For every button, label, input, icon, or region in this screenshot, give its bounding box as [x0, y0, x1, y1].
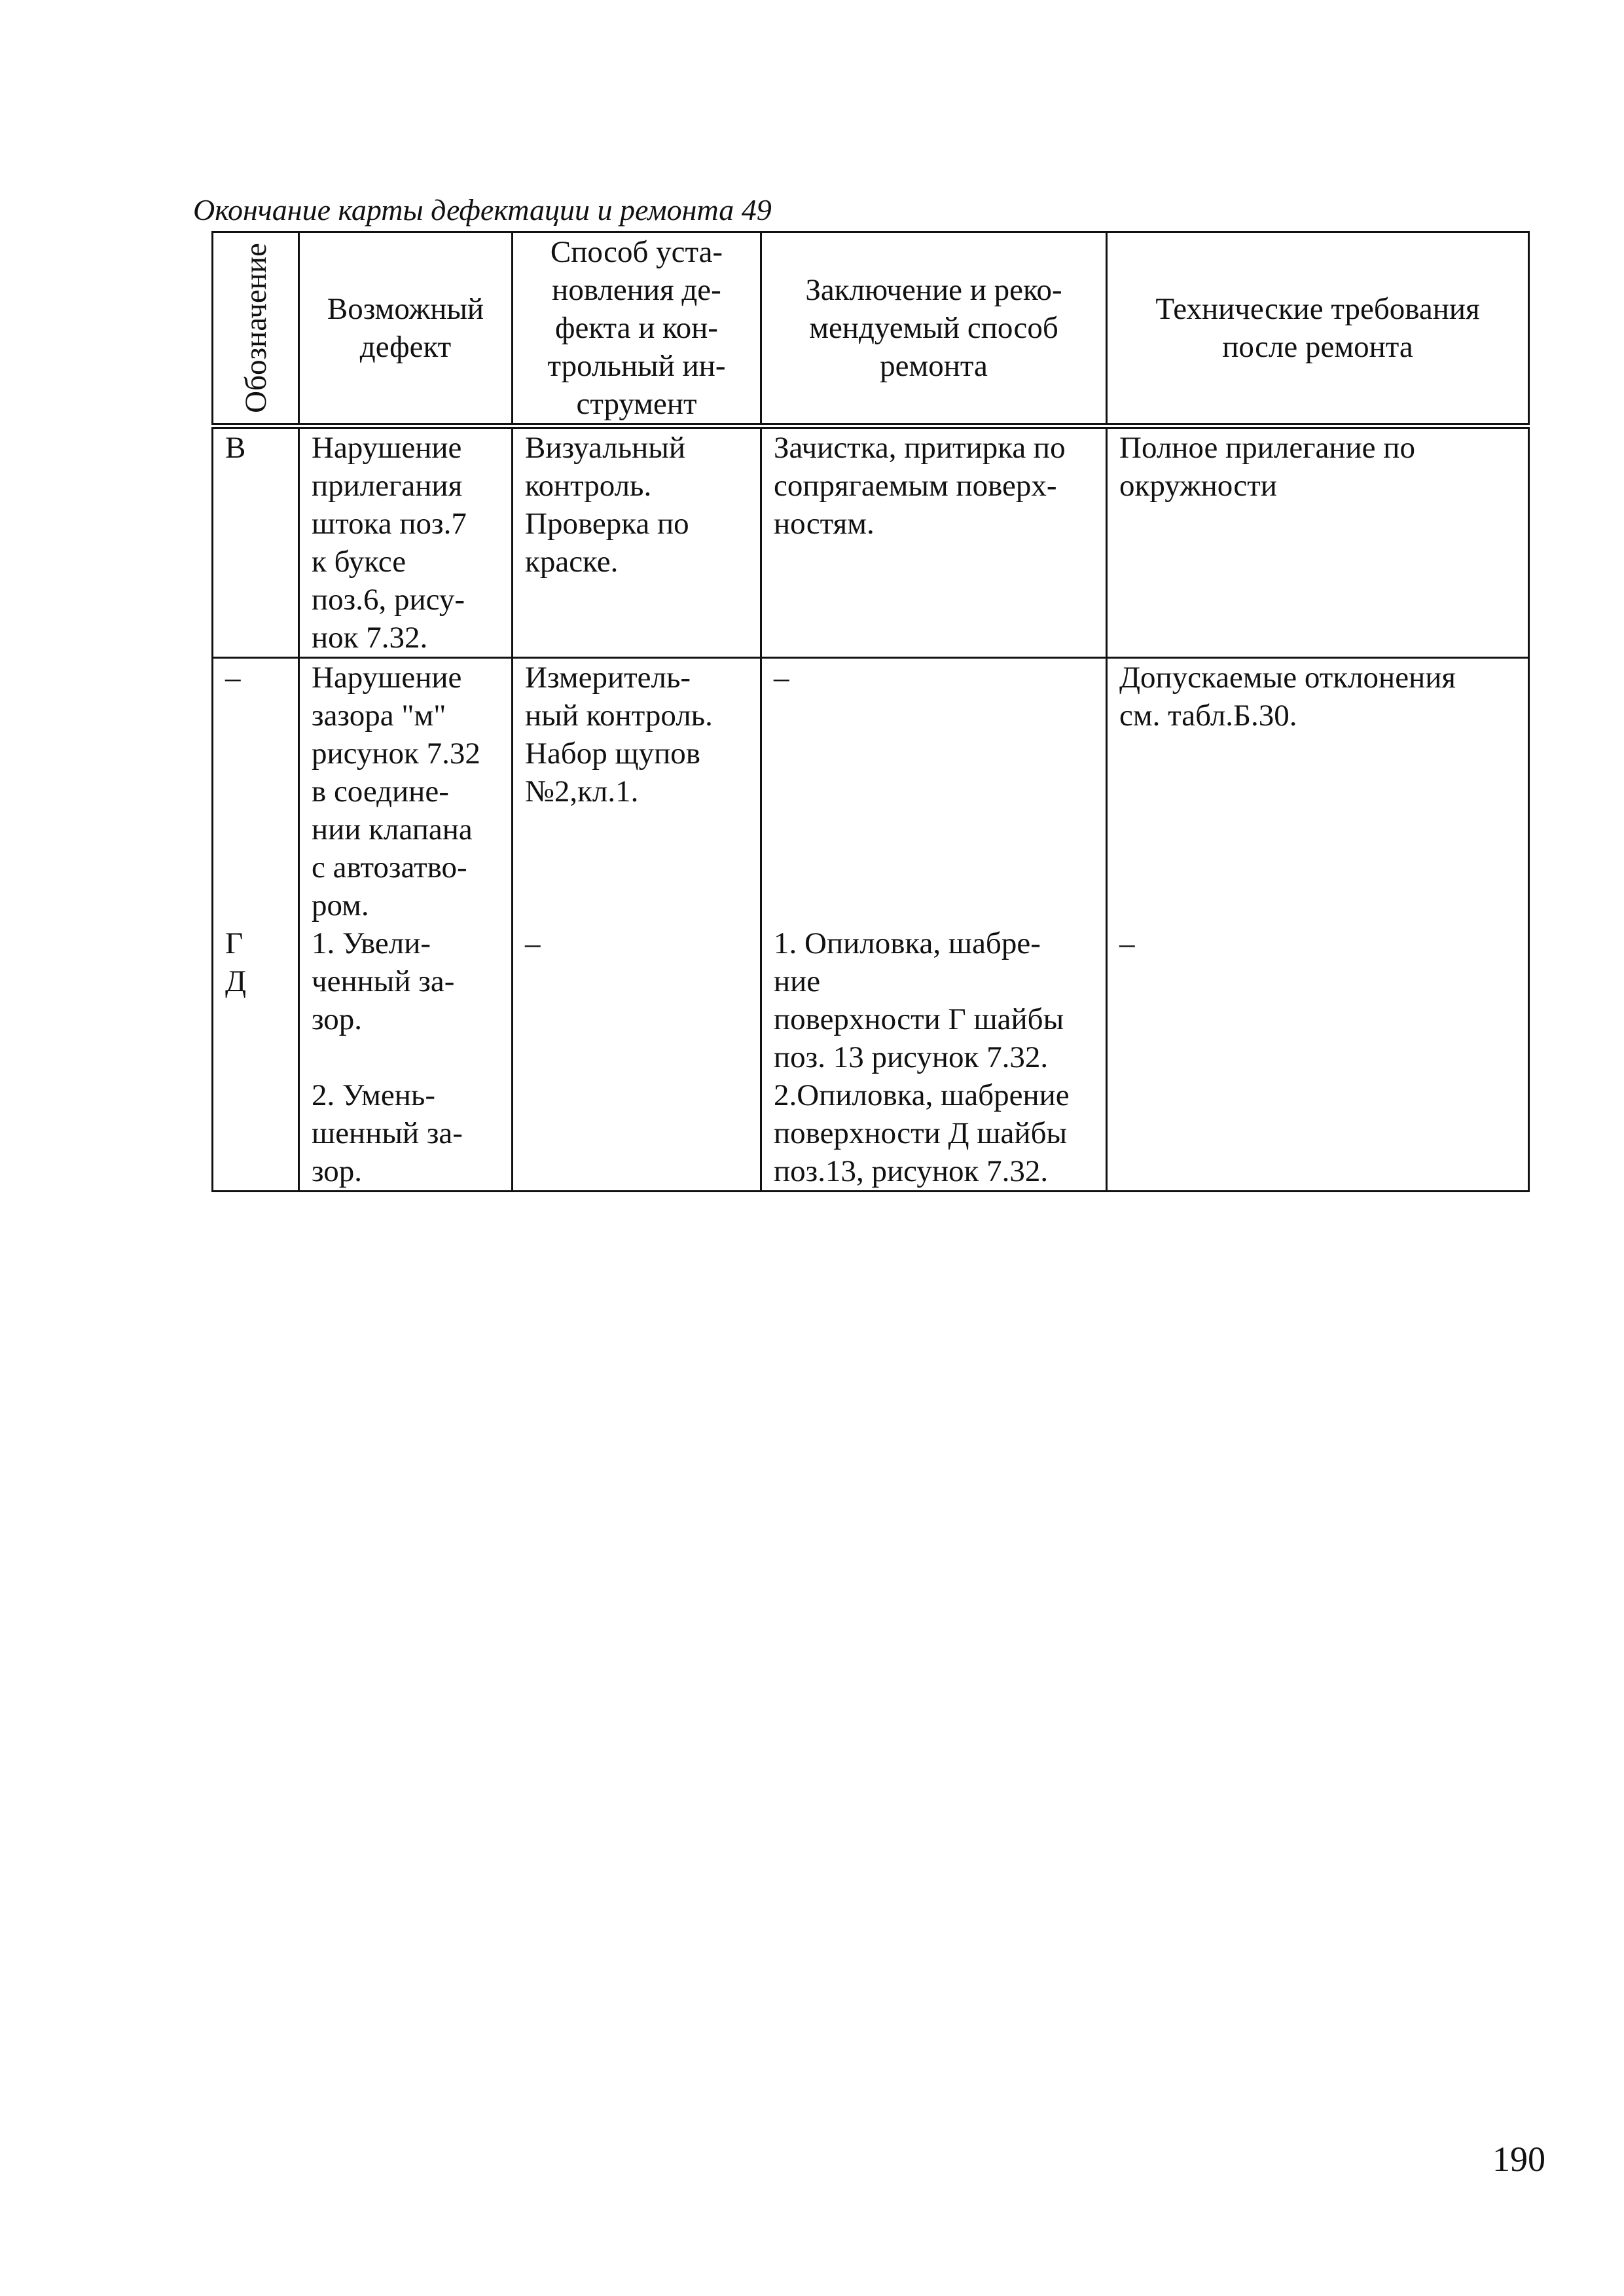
cell-spacer — [1119, 773, 1516, 811]
cell-line: контроль. — [525, 469, 652, 503]
header-row — [213, 232, 1529, 426]
cell-line: – — [774, 661, 789, 695]
cell-spacer — [225, 773, 286, 811]
cell-line: Нарушение — [312, 431, 462, 465]
cell-line: зазора "м" — [312, 699, 446, 733]
cell-line: Проверка по — [525, 507, 689, 541]
cell-defect — [299, 658, 513, 1192]
cell-spacer — [225, 848, 286, 886]
header-conclusion — [761, 232, 1107, 426]
header-method-line: трольный ин- — [547, 349, 726, 383]
cell-spacer — [774, 773, 1094, 811]
cell-spacer — [774, 886, 1094, 924]
header-defect-line: Возможный — [327, 292, 484, 326]
cell-line: ченный за- — [312, 964, 455, 998]
cell-line: 1. Увели- — [312, 926, 431, 960]
cell-line: Допускаемые отклонения — [1119, 661, 1456, 695]
cell-line: Полное прилегание по — [1119, 431, 1415, 465]
cell-conclusion — [761, 658, 1107, 1192]
cell-line: Г — [225, 926, 244, 960]
cell-line: с автозатво- — [312, 850, 467, 884]
header-designation — [213, 232, 299, 426]
cell-line: ный контроль. — [525, 699, 713, 733]
header-requirements — [1107, 232, 1529, 426]
cell-line: поз.6, рису- — [312, 583, 465, 617]
cell-designation — [213, 658, 299, 1192]
cell-spacer — [225, 811, 286, 848]
cell-line: краске. — [525, 545, 619, 579]
table-row — [213, 658, 1529, 1192]
cell-line: – — [1119, 926, 1135, 960]
table-caption: Окончание карты дефектации и ремонта 49 — [193, 193, 772, 227]
cell-line: 1. Опиловка, шабре- — [774, 926, 1041, 960]
cell-line: шенный за- — [312, 1116, 463, 1150]
header-defect — [299, 232, 513, 426]
cell-line: – — [525, 926, 541, 960]
cell-spacer — [525, 811, 748, 848]
header-defect-line: дефект — [359, 330, 452, 364]
cell-line: в соедине- — [312, 774, 449, 809]
cell-spacer — [312, 1038, 499, 1076]
cell-line: ром. — [312, 888, 369, 922]
cell-spacer — [774, 735, 1094, 773]
cell-line: зор. — [312, 1002, 363, 1036]
cell-line: зор. — [312, 1154, 363, 1188]
cell-line: – — [225, 661, 241, 695]
cell-line: ностям. — [774, 507, 875, 541]
cell-line: поверхности Д шайбы — [774, 1116, 1068, 1150]
cell-line: сопрягаемым поверх- — [774, 469, 1057, 503]
cell-line: нок 7.32. — [312, 621, 428, 655]
header-conclusion-line: ремонта — [880, 349, 988, 383]
cell-line: Нарушение — [312, 661, 462, 695]
cell-line: Измеритель- — [525, 661, 691, 695]
header-conclusion-line: Заключение и реко- — [805, 273, 1062, 307]
cell-conclusion — [761, 426, 1107, 658]
cell-requirements — [1107, 658, 1529, 1192]
cell-line: №2,кл.1. — [525, 774, 639, 809]
cell-line: 2. Умень- — [312, 1078, 435, 1112]
cell-line: 2.Опиловка, шабрение — [774, 1078, 1070, 1112]
cell-spacer — [1119, 811, 1516, 848]
header-conclusion-line: мендуемый способ — [809, 311, 1058, 345]
cell-line: поз.13, рисунок 7.32. — [774, 1154, 1049, 1188]
header-method — [513, 232, 761, 426]
cell-method — [513, 426, 761, 658]
defect-repair-table — [211, 231, 1530, 1192]
cell-line: поверхности Г шайбы — [774, 1002, 1064, 1036]
cell-line: к буксе — [312, 545, 406, 579]
cell-spacer — [525, 886, 748, 924]
cell-spacer — [1119, 848, 1516, 886]
cell-line: штока поз.7 — [312, 507, 467, 541]
cell-line: см. табл.Б.30. — [1119, 699, 1297, 733]
cell-line: В — [225, 431, 246, 465]
header-method-line: струмент — [576, 387, 697, 421]
cell-spacer — [774, 697, 1094, 735]
cell-line: рисунок 7.32 — [312, 737, 480, 771]
table-row — [213, 426, 1529, 658]
cell-line: прилегания — [312, 469, 463, 503]
cell-line: Д — [225, 964, 247, 998]
page-number: 190 — [1492, 2140, 1545, 2179]
cell-line: Зачистка, притирка по — [774, 431, 1066, 465]
cell-spacer — [1119, 886, 1516, 924]
cell-defect — [299, 426, 513, 658]
header-requirements-line: после ремонта — [1222, 330, 1413, 364]
cell-line: окружности — [1119, 469, 1277, 503]
header-designation-label: Обозначение — [238, 243, 273, 413]
cell-line: ние — [774, 964, 821, 998]
cell-spacer — [225, 735, 286, 773]
cell-requirements — [1107, 426, 1529, 658]
cell-line: Визуальный — [525, 431, 686, 465]
cell-spacer — [1119, 735, 1516, 773]
cell-spacer — [225, 697, 286, 735]
header-requirements-line: Технические требования — [1155, 292, 1480, 326]
cell-spacer — [525, 848, 748, 886]
cell-spacer — [774, 848, 1094, 886]
cell-method — [513, 658, 761, 1192]
cell-line: поз. 13 рисунок 7.32. — [774, 1040, 1049, 1074]
cell-line: нии клапана — [312, 812, 473, 847]
header-method-line: Способ уста- — [550, 235, 723, 269]
cell-spacer — [774, 811, 1094, 848]
cell-spacer — [225, 886, 286, 924]
cell-designation — [213, 426, 299, 658]
header-method-line: фекта и кон- — [555, 311, 718, 345]
header-method-line: новления де- — [552, 273, 721, 307]
cell-line: Набор щупов — [525, 737, 701, 771]
